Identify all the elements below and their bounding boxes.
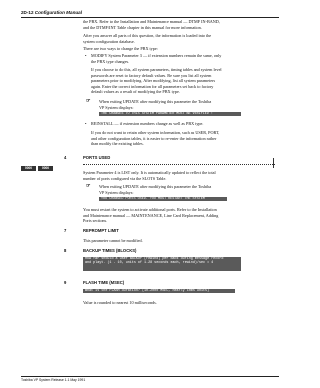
modify-option: MODIFY System Parameter 3 — if extension numbers remain the same, only — [91, 53, 222, 58]
prompt-line: How far should a user BACKUP (rewind) per back during message record — [85, 257, 224, 261]
warning-text: again. Enter the correct information for all parameters set back to factory — [91, 83, 214, 89]
page-footer: Toshiba VP System Release 1.1 May 1991 — [21, 378, 86, 382]
warning-text: passwords are reset to factory default values. Be sure you list all system — [91, 72, 212, 78]
footer-rule — [21, 376, 279, 377]
page-header — [21, 10, 82, 15]
section-text: Value is rounded to nearest 10 milliseconds. — [83, 300, 157, 305]
section-title: PORTS USED — [83, 155, 111, 160]
system-screen-message: THE CHANGES TO THIS SYSTEM PARAMETER MUST BE VERIFIED ! — [99, 112, 241, 116]
header-rule — [21, 17, 279, 18]
section-text: This parameter cannot be modified. — [83, 238, 143, 243]
list-badge: 0000 — [21, 166, 36, 171]
section-text: number of ports configured via the SLOTS Table. — [83, 175, 167, 181]
reinstall-option: REINSTALL — if extension numbers change as well as PBX type. — [91, 121, 204, 126]
section-text: You must restart the system to activate additional ports. Refer to the Installation — [83, 207, 217, 212]
reinstall-text: If you do not want to retain other system information, such as USER, PORT, — [91, 130, 220, 135]
page-ref: 2D-12 — [21, 10, 34, 15]
intro-line: the PBX. Refer to the Installation and Maintenance manual — DTMF IN-BAND, — [83, 19, 220, 24]
manual-title: Configuration Manual — [34, 10, 83, 15]
section-title: BACKUP TIMES (BLOCKS) — [83, 248, 137, 253]
modify-option: the PBX type changes. — [91, 58, 130, 64]
reinstall-text: than modify the existing tables. — [91, 141, 144, 146]
intro-line: and the DTMF/INT Table chapter in this manual for more information. — [83, 24, 202, 30]
change-bar — [273, 158, 274, 168]
section-title: FLASH TIME (MSEC) — [83, 280, 125, 285]
reinstall-text: and other configuration tables, it is easier to re-enter the information rather — [91, 135, 217, 141]
section-number: 4 — [64, 155, 67, 160]
update-badge: 0000 — [38, 166, 53, 171]
prompt-line: and playt. (1 - 10, units of 1.28 seconds each, rewind)/sec = 4 — [85, 261, 214, 266]
note-text: When exiting UPDATE after modifying this parameter the Toshiba — [99, 184, 212, 189]
section-text: System Parameter 4 is LIST only. It is automatically updated to reflect the total — [83, 170, 216, 175]
bullet-icon: • — [85, 53, 87, 58]
section-title: REPROMPT LIMIT — [83, 228, 119, 233]
intro-line: There are two ways to change the PBX type: — [83, 46, 158, 51]
section-number: 7 — [64, 228, 67, 233]
intro-line: After you answer all parts of this question, the information is loaded into the — [83, 33, 212, 38]
note-hand-icon: ☞ — [86, 99, 91, 104]
section-text: and Maintenance manual — MAINTENANCE, Line Card Replacement, Adding — [83, 212, 219, 218]
note-text: VP System displays: — [99, 104, 134, 110]
section-text: Ports sections. — [83, 218, 108, 223]
system-prompt-screen — [83, 257, 241, 271]
section-number: 8 — [64, 248, 67, 253]
note-text: VP System displays: — [99, 189, 134, 195]
bullet-icon: • — [85, 121, 87, 126]
system-prompt-screen: What is the FLASH duration? (10-2000 MSEC, nearly 10ms units) — [83, 289, 235, 293]
warning-text: parameters prior to modifying. After modifying, list all system parameters — [91, 78, 216, 83]
system-screen-message: YOU CHANGED PORTS USED. YOU MUST RESTART THE SYSTEM — [99, 197, 227, 201]
intro-line: system configuration database. — [83, 38, 135, 44]
note-text: When exiting UPDATE after modifying this parameter the Toshiba — [99, 99, 212, 104]
note-hand-icon: ☞ — [86, 184, 91, 189]
warning-text: If you choose to do this, all system parameters, timing tables and system level — [91, 67, 222, 72]
warning-text: default values as a result of modifying the PBX type. — [91, 89, 180, 94]
section-number: 9 — [64, 280, 67, 285]
dotted-separator — [83, 164, 275, 165]
